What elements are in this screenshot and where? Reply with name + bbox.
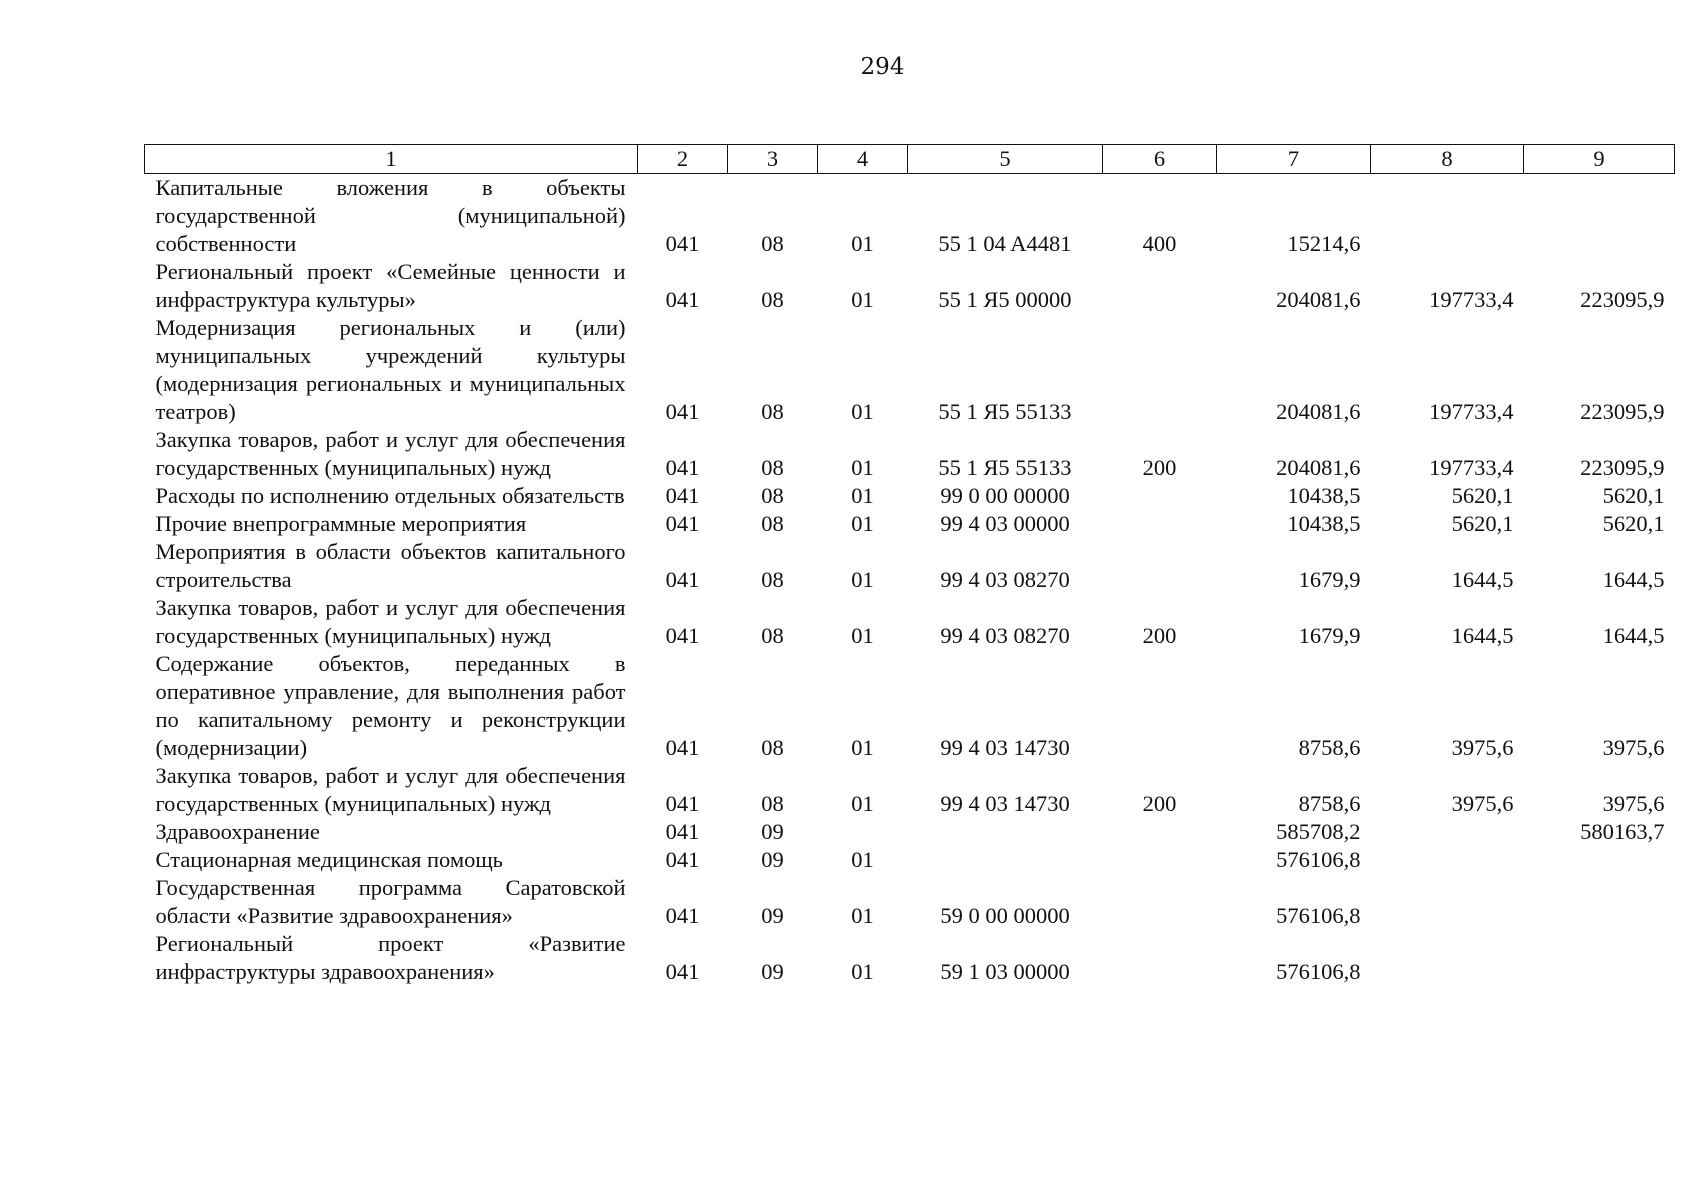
amount-col-7: 576106,8 — [1276, 847, 1361, 872]
section-code: 08 — [761, 483, 784, 508]
target-article-code: 99 4 03 08270 — [940, 567, 1070, 592]
amount-col-9: 3975,6 — [1602, 735, 1665, 760]
subsection-code: 01 — [851, 483, 874, 508]
page-number: 294 — [860, 54, 905, 80]
expense-type-code — [1103, 482, 1217, 510]
admin-code: 041 — [665, 511, 700, 536]
target-article-code: 59 0 00 00000 — [940, 903, 1070, 928]
table-row — [145, 538, 1675, 594]
amount-col-9: 223095,9 — [1580, 455, 1665, 480]
table-row — [145, 482, 1675, 510]
target-article-code: 99 4 03 08270 — [940, 623, 1070, 648]
amount-col-7: 8758,6 — [1298, 735, 1361, 760]
table-row — [145, 762, 1675, 818]
section-code: 08 — [761, 735, 784, 760]
subsection-code: 01 — [851, 735, 874, 760]
row-description: Здравоохранение — [155, 819, 320, 844]
row-description: Содержание объектов, переданных в оперативное управление, для выполнения работ по капитальному ремонту и реконструкции (модернизации) — [155, 651, 626, 760]
target-article-code: 55 1 Я5 55133 — [938, 399, 1072, 424]
expense-type-code — [1103, 650, 1217, 762]
amount-col-8: 1644,5 — [1451, 567, 1514, 592]
admin-code: 041 — [665, 231, 700, 256]
table-row — [145, 510, 1675, 538]
section-code: 08 — [761, 623, 784, 648]
admin-code: 041 — [665, 959, 700, 984]
row-description: Закупка товаров, работ и услуг для обеспечения государственных (муниципальных) нужд — [155, 763, 626, 816]
expense-type-code — [1103, 258, 1217, 314]
amount-col-9: 3975,6 — [1602, 791, 1665, 816]
target-article-code: 99 4 03 00000 — [940, 511, 1070, 536]
admin-code: 041 — [665, 455, 700, 480]
amount-col-9: 1644,5 — [1602, 623, 1665, 648]
amount-col-9 — [1524, 874, 1675, 930]
row-description: Расходы по исполнению отдельных обязательств — [155, 483, 625, 508]
table-row — [145, 874, 1675, 930]
amount-col-9: 5620,1 — [1602, 483, 1665, 508]
expense-type-code — [1103, 874, 1217, 930]
expense-type-code — [1103, 538, 1217, 594]
amount-col-9: 1644,5 — [1602, 567, 1665, 592]
row-description: Модернизация региональных и (или) муниципальных учреждений культуры (модернизация региональных и муниципальных театров) — [155, 315, 626, 424]
column-header-4: 4 — [818, 145, 908, 174]
subsection-code: 01 — [851, 623, 874, 648]
subsection-code: 01 — [851, 399, 874, 424]
table-row — [145, 174, 1675, 259]
column-header-8: 8 — [1371, 145, 1524, 174]
amount-col-9: 5620,1 — [1602, 511, 1665, 536]
admin-code: 041 — [665, 567, 700, 592]
section-code: 09 — [761, 903, 784, 928]
target-article-code: 99 4 03 14730 — [940, 791, 1070, 816]
table-row — [145, 426, 1675, 482]
target-article-code: 59 1 03 00000 — [940, 959, 1070, 984]
subsection-code: 01 — [851, 847, 874, 872]
subsection-code: 01 — [851, 287, 874, 312]
section-code: 09 — [761, 847, 784, 872]
row-description: Мероприятия в области объектов капитального строительства — [155, 539, 626, 592]
table-header — [145, 145, 1675, 174]
amount-col-8: 3975,6 — [1451, 735, 1514, 760]
row-description: Региональный проект «Развитие инфраструктуры здравоохранения» — [155, 931, 626, 984]
column-header-7: 7 — [1217, 145, 1371, 174]
section-code: 08 — [761, 791, 784, 816]
target-article-code — [908, 818, 1103, 846]
amount-col-8: 5620,1 — [1451, 483, 1514, 508]
amount-col-7: 8758,6 — [1298, 791, 1361, 816]
amount-col-7: 576106,8 — [1276, 903, 1361, 928]
target-article-code: 99 4 03 14730 — [940, 735, 1070, 760]
table-row — [145, 594, 1675, 650]
row-description: Закупка товаров, работ и услуг для обеспечения государственных (муниципальных) нужд — [155, 595, 626, 648]
amount-col-7: 204081,6 — [1276, 455, 1361, 480]
row-description: Прочие внепрограммные мероприятия — [155, 511, 527, 536]
admin-code: 041 — [665, 819, 700, 844]
amount-col-9 — [1524, 846, 1675, 874]
section-code: 08 — [761, 567, 784, 592]
column-header-9: 9 — [1524, 145, 1675, 174]
row-description: Государственная программа Саратовской области «Развитие здравоохранения» — [155, 875, 626, 928]
target-article-code: 55 1 Я5 00000 — [938, 287, 1072, 312]
admin-code: 041 — [665, 623, 700, 648]
table-row — [145, 846, 1675, 874]
amount-col-8: 1644,5 — [1451, 623, 1514, 648]
table-row — [145, 314, 1675, 426]
expense-type-code: 400 — [1142, 231, 1177, 256]
admin-code: 041 — [665, 735, 700, 760]
amount-col-8: 197733,4 — [1429, 287, 1514, 312]
amount-col-9: 223095,9 — [1580, 399, 1665, 424]
admin-code: 041 — [665, 399, 700, 424]
row-description: Капитальные вложения в объекты государственной (муниципальной) собственности — [155, 175, 626, 256]
target-article-code: 55 1 Я5 55133 — [938, 455, 1072, 480]
expense-type-code: 200 — [1142, 455, 1177, 480]
amount-col-8: 197733,4 — [1429, 455, 1514, 480]
subsection-code: 01 — [851, 959, 874, 984]
column-header-5: 5 — [908, 145, 1103, 174]
amount-col-7: 204081,6 — [1276, 399, 1361, 424]
amount-col-8 — [1371, 930, 1524, 986]
subsection-code: 01 — [851, 567, 874, 592]
expense-type-code — [1103, 510, 1217, 538]
admin-code: 041 — [665, 791, 700, 816]
subsection-code: 01 — [851, 903, 874, 928]
section-code: 08 — [761, 511, 784, 536]
amount-col-9 — [1524, 174, 1675, 259]
subsection-code — [818, 818, 908, 846]
amount-col-7: 10438,5 — [1287, 483, 1361, 508]
budget-table-container — [144, 144, 1674, 986]
amount-col-9: 223095,9 — [1580, 287, 1665, 312]
expense-type-code — [1103, 846, 1217, 874]
amount-col-7: 1679,9 — [1298, 567, 1361, 592]
subsection-code: 01 — [851, 455, 874, 480]
amount-col-8 — [1371, 174, 1524, 259]
subsection-code: 01 — [851, 231, 874, 256]
table-row — [145, 930, 1675, 986]
admin-code: 041 — [665, 483, 700, 508]
expense-type-code — [1103, 818, 1217, 846]
amount-col-8: 197733,4 — [1429, 399, 1514, 424]
section-code: 09 — [761, 959, 784, 984]
header-row — [145, 145, 1675, 174]
target-article-code: 99 0 00 00000 — [940, 483, 1070, 508]
subsection-code: 01 — [851, 791, 874, 816]
subsection-code: 01 — [851, 511, 874, 536]
amount-col-8 — [1371, 846, 1524, 874]
amount-col-7: 15214,6 — [1287, 231, 1361, 256]
amount-col-7: 10438,5 — [1287, 511, 1361, 536]
expense-type-code: 200 — [1142, 623, 1177, 648]
row-description: Стационарная медицинская помощь — [155, 847, 503, 872]
column-header-2: 2 — [638, 145, 728, 174]
column-header-6: 6 — [1103, 145, 1217, 174]
amount-col-7: 204081,6 — [1276, 287, 1361, 312]
column-header-1: 1 — [145, 145, 638, 174]
amount-col-8: 3975,6 — [1451, 791, 1514, 816]
section-code: 08 — [761, 287, 784, 312]
section-code: 08 — [761, 231, 784, 256]
target-article-code — [908, 846, 1103, 874]
row-description: Региональный проект «Семейные ценности и инфраструктура культуры» — [155, 259, 626, 312]
amount-col-8: 5620,1 — [1451, 511, 1514, 536]
table-row — [145, 650, 1675, 762]
expense-type-code: 200 — [1142, 791, 1177, 816]
amount-col-7: 576106,8 — [1276, 959, 1361, 984]
table-row — [145, 818, 1675, 846]
amount-col-8 — [1371, 874, 1524, 930]
admin-code: 041 — [665, 903, 700, 928]
table-row — [145, 258, 1675, 314]
amount-col-7: 585708,2 — [1276, 819, 1361, 844]
expense-type-code — [1103, 314, 1217, 426]
expense-type-code — [1103, 930, 1217, 986]
table-body — [145, 174, 1675, 987]
target-article-code: 55 1 04 A4481 — [938, 231, 1072, 256]
admin-code: 041 — [665, 287, 700, 312]
section-code: 09 — [761, 819, 784, 844]
budget-table — [144, 144, 1675, 986]
amount-col-9 — [1524, 930, 1675, 986]
row-description: Закупка товаров, работ и услуг для обеспечения государственных (муниципальных) нужд — [155, 427, 626, 480]
amount-col-7: 1679,9 — [1298, 623, 1361, 648]
column-header-3: 3 — [728, 145, 818, 174]
amount-col-8 — [1371, 818, 1524, 846]
admin-code: 041 — [665, 847, 700, 872]
amount-col-9: 580163,7 — [1580, 819, 1665, 844]
section-code: 08 — [761, 399, 784, 424]
section-code: 08 — [761, 455, 784, 480]
